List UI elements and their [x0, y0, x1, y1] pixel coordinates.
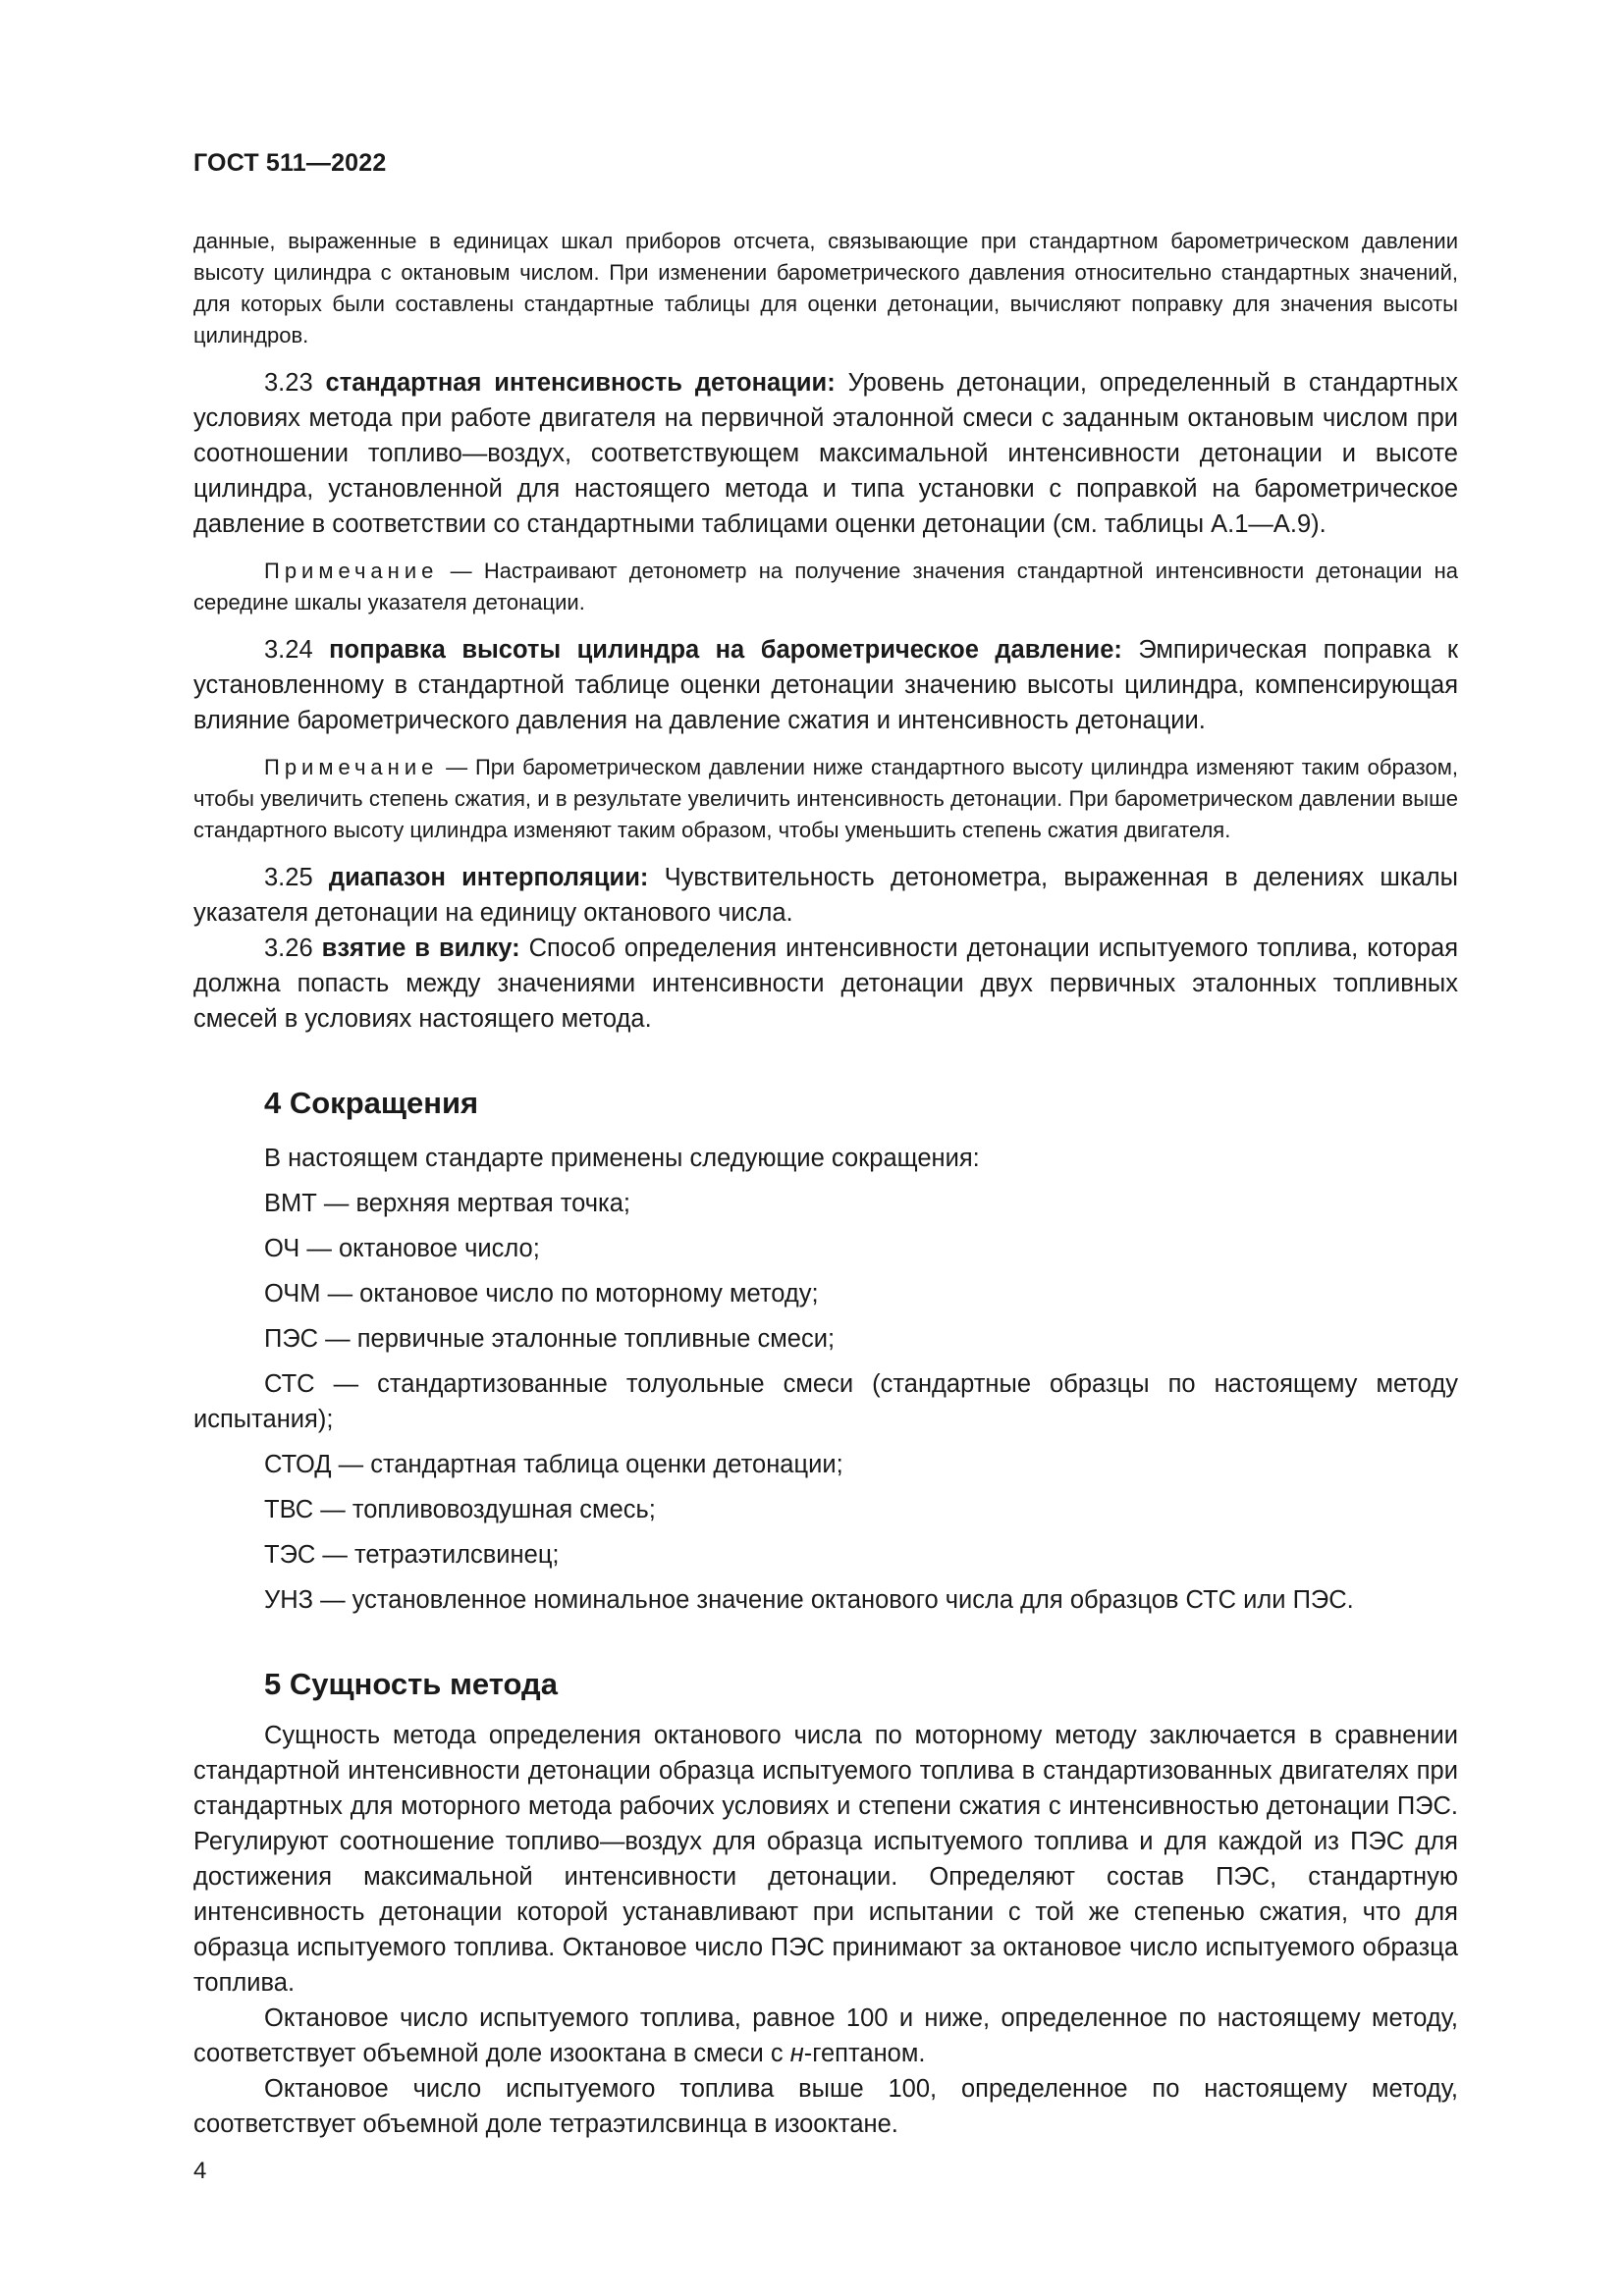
abbreviation-item: ПЭС — первичные эталонные топливные смеси;: [264, 1325, 836, 1353]
definition-number: 3.26: [264, 934, 313, 962]
abbreviation-item: СТОД — стандартная таблица оценки детонации;: [264, 1451, 843, 1478]
definition-number: 3.24: [264, 636, 313, 664]
italic-prefix: н: [789, 2040, 804, 2067]
definition-number: 3.25: [264, 864, 313, 891]
definition-term: диапазон интерполяции:: [328, 864, 649, 891]
definition-3-26: [193, 931, 1458, 1037]
note-label: Примечание: [264, 559, 439, 583]
page-number: 4: [193, 2158, 207, 2184]
definition-number: 3.23: [264, 369, 313, 397]
definition-text: Чувствительность детонометра, выраженная в делениях шкалы указателя детонации на единицу октанового числа.: [193, 864, 1458, 927]
abbreviation-item: ТЭС — тетраэтилсвинец;: [264, 1541, 560, 1569]
section-5-paragraph-3: Октановое число испытуемого топлива выше 100, определенное по настоящему методу, соответствует объемной доле тетраэтилсвинца в изооктане.: [193, 2075, 1458, 2138]
paragraph-text: Октановое число испытуемого топлива, равное 100 и ниже, определенное по настоящему методу, соответствует объемной доле изооктана в смеси с: [193, 2004, 1458, 2067]
definition-text: Уровень детонации, определенный в стандартных условиях метода при работе двигателя на первичной эталонной смеси с заданным октановым числом при соотношении топливо—воздух, соответствующем максимальной интенсивности детонации и высоте цилиндра, установленной для настоящего метода и типа установки с поправкой на барометрическое давление в соответствии со стандартными таблицами оценки детонации (см. таблицы А.1—А.9).: [193, 369, 1458, 538]
note-text: — Настраивают детонометр на получение значения стандартной интенсивности детонации на середине шкалы указателя детонации.: [193, 559, 1458, 614]
abbreviation-item: ОЧ — октановое число;: [264, 1235, 540, 1262]
definition-term: поправка высоты цилиндра на барометрическое давление:: [329, 636, 1122, 664]
section-5-paragraph-1: Сущность метода определения октанового числа по моторному методу заключается в сравнении стандартной интенсивности детонации образца испытуемого топлива в стандартизованных двигателях при стандартных для моторного метода рабочих условиях и степени сжатия с интенсивностью детонации ПЭС. Регулируют соотношение топливо—воздух для образца испытуемого топлива и для каждой из ПЭС для достижения максимальной интенсивности детонации. Определяют состав ПЭС, стандартную интенсивность детонации которой устанавливают при испытании с той же степенью сжатия, что для образца испытуемого топлива. Октановое число ПЭС принимают за октановое число испытуемого образца топлива.: [193, 1722, 1458, 1997]
definition-3-25: [193, 860, 1458, 931]
abbreviations-intro: В настоящем стандарте применены следующие сокращения:: [264, 1145, 980, 1172]
abbreviation-item: ТВС — топливовоздушная смесь;: [264, 1496, 656, 1523]
note-1: [193, 556, 1458, 618]
document-header: ГОСТ 511—2022: [193, 149, 387, 177]
abbreviation-item: ОЧМ — октановое число по моторному методу;: [264, 1280, 819, 1308]
definition-3-23: [193, 365, 1458, 542]
definition-term: взятие в вилку:: [321, 934, 520, 962]
note-label: Примечание: [264, 755, 439, 779]
definition-text: Способ определения интенсивности детонации испытуемого топлива, которая должна попасть между значениями интенсивности детонации двух первичных эталонных топливных смесей в условиях настоящего метода.: [193, 934, 1458, 1033]
paragraph-text: -гептаном.: [803, 2040, 926, 2067]
abbreviation-item: СТС — стандартизованные толуольные смеси (стандартные образцы по настоящему методу испытания);: [193, 1370, 1458, 1433]
section-5-paragraph-2: [193, 2001, 1458, 2071]
note-2: [193, 752, 1458, 846]
abbreviation-item: УНЗ — установленное номинальное значение октанового числа для образцов СТС или ПЭС.: [264, 1586, 1354, 1614]
continued-paragraph: данные, выраженные в единицах шкал приборов отсчета, связывающие при стандартном барометрическом давлении высоту цилиндра с октановым числом. При изменении барометрического давления относительно стандартных значений, для которых были составлены стандартные таблицы для оценки детонации, вычисляют поправку для значения высоты цилиндров.: [193, 229, 1458, 347]
page-content: [193, 226, 1458, 2142]
section-4-heading: 4 Сокращения: [264, 1086, 479, 1120]
abbreviation-item: ВМТ — верхняя мертвая точка;: [264, 1190, 630, 1217]
note-text: — При барометрическом давлении ниже стандартного высоту цилиндра изменяют таким образом, чтобы увеличить степень сжатия, и в результате увеличить интенсивность детонации. При барометрическом давлении выше стандартного высоту цилиндра изменяют таким образом, чтобы уменьшить степень сжатия двигателя.: [193, 755, 1458, 842]
definition-term: стандартная интенсивность детонации:: [325, 369, 836, 397]
definition-text: Эмпирическая поправка к установленному в стандартной таблице оценки детонации значению высоты цилиндра, компенсирующая влияние барометрического давления на давление сжатия и интенсивность детонации.: [193, 636, 1458, 734]
section-5-heading: 5 Сущность метода: [264, 1667, 558, 1701]
definition-3-24: [193, 632, 1458, 738]
